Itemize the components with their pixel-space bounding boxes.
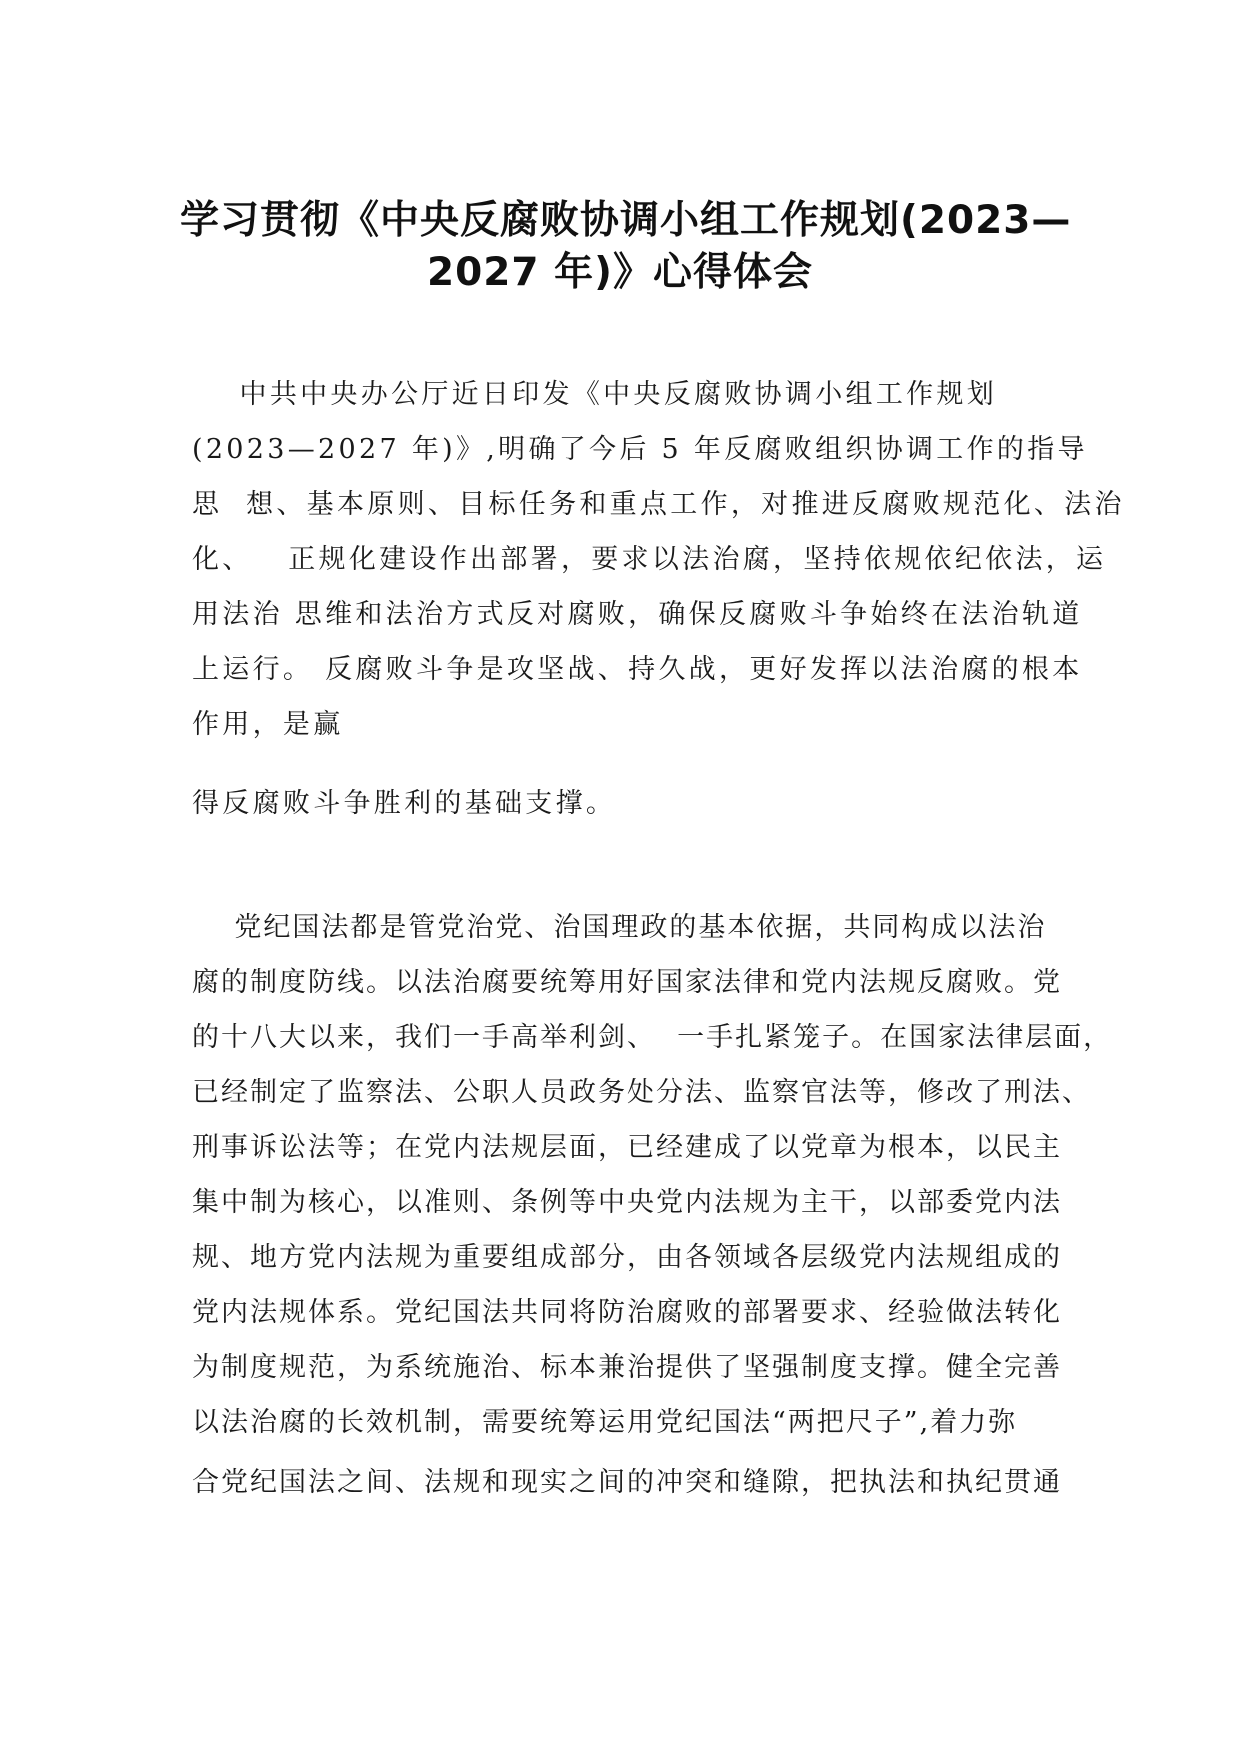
paragraph-1-line-2: (2023—2027 年)》,明确了今后 5 年反腐败组织协调工作的指导 [192,434,1088,465]
paragraph-2-line-6: 集中制为核心，以准则、条例等中央党内法规为主干，以部委党内法 [192,1187,1062,1218]
paragraph-2-line-4: 已经制定了监察法、公职人员政务处分法、监察官法等，修改了刑法、 [192,1077,1091,1108]
paragraph-1-line-3: 思 想、基本原则、目标任务和重点工作，对推进反腐败规范化、法治 [192,489,1125,520]
paragraph-1-line-5: 用法治 思维和法治方式反对腐败，确保反腐败斗争始终在法治轨道 [192,599,1083,630]
paragraph-1-line-4: 化、 正规化建设作出部署，要求以法治腐，坚持依规依纪依法，运 [192,544,1107,575]
paragraph-1-line-8: 得反腐败斗争胜利的基础支撑。 [192,788,617,819]
paragraph-1-line-1: 中共中央办公厅近日印发《中央反腐败协调小组工作规划 [192,379,998,410]
paragraph-2-line-2: 腐的制度防线。以法治腐要统筹用好国家法律和党内法规反腐败。党 [192,967,1062,998]
paragraph-2-line-7: 规、地方党内法规为重要组成部分，由各领域各层级党内法规组成的 [192,1242,1062,1273]
paragraph-2-line-8: 党内法规体系。党纪国法共同将防治腐败的部署要求、经验做法转化 [192,1297,1062,1328]
paragraph-2-line-1: 党纪国法都是管党治党、治国理政的基本依据，共同构成以法治 [192,912,1047,943]
paragraph-2-line-5: 刑事诉讼法等；在党内法规层面，已经建成了以党章为根本，以民主 [192,1132,1062,1163]
title-line-2: 2027 年)》心得体会 [427,250,813,295]
paragraph-1-line-7: 作用，是赢 [192,709,344,740]
paragraph-2-line-3: 的十八大以来，我们一手高举利剑、 一手扎紧笼子。在国家法律层面， [192,1022,1113,1053]
paragraph-2-line-9: 为制度规范，为系统施治、标本兼治提供了坚强制度支撑。健全完善 [192,1352,1062,1383]
paragraph-2-line-11: 合党纪国法之间、法规和现实之间的冲突和缝隙，把执法和执纪贯通 [192,1467,1062,1498]
paragraph-1-line-6: 上运行。 反腐败斗争是攻坚战、持久战，更好发挥以法治腐的根本 [192,654,1083,685]
paragraph-2-line-10: 以法治腐的长效机制，需要统筹运用党纪国法“两把尺子”,着力弥 [192,1407,1018,1438]
title-line-1: 学习贯彻《中央反腐败协调小组工作规划(2023— [180,198,1072,243]
